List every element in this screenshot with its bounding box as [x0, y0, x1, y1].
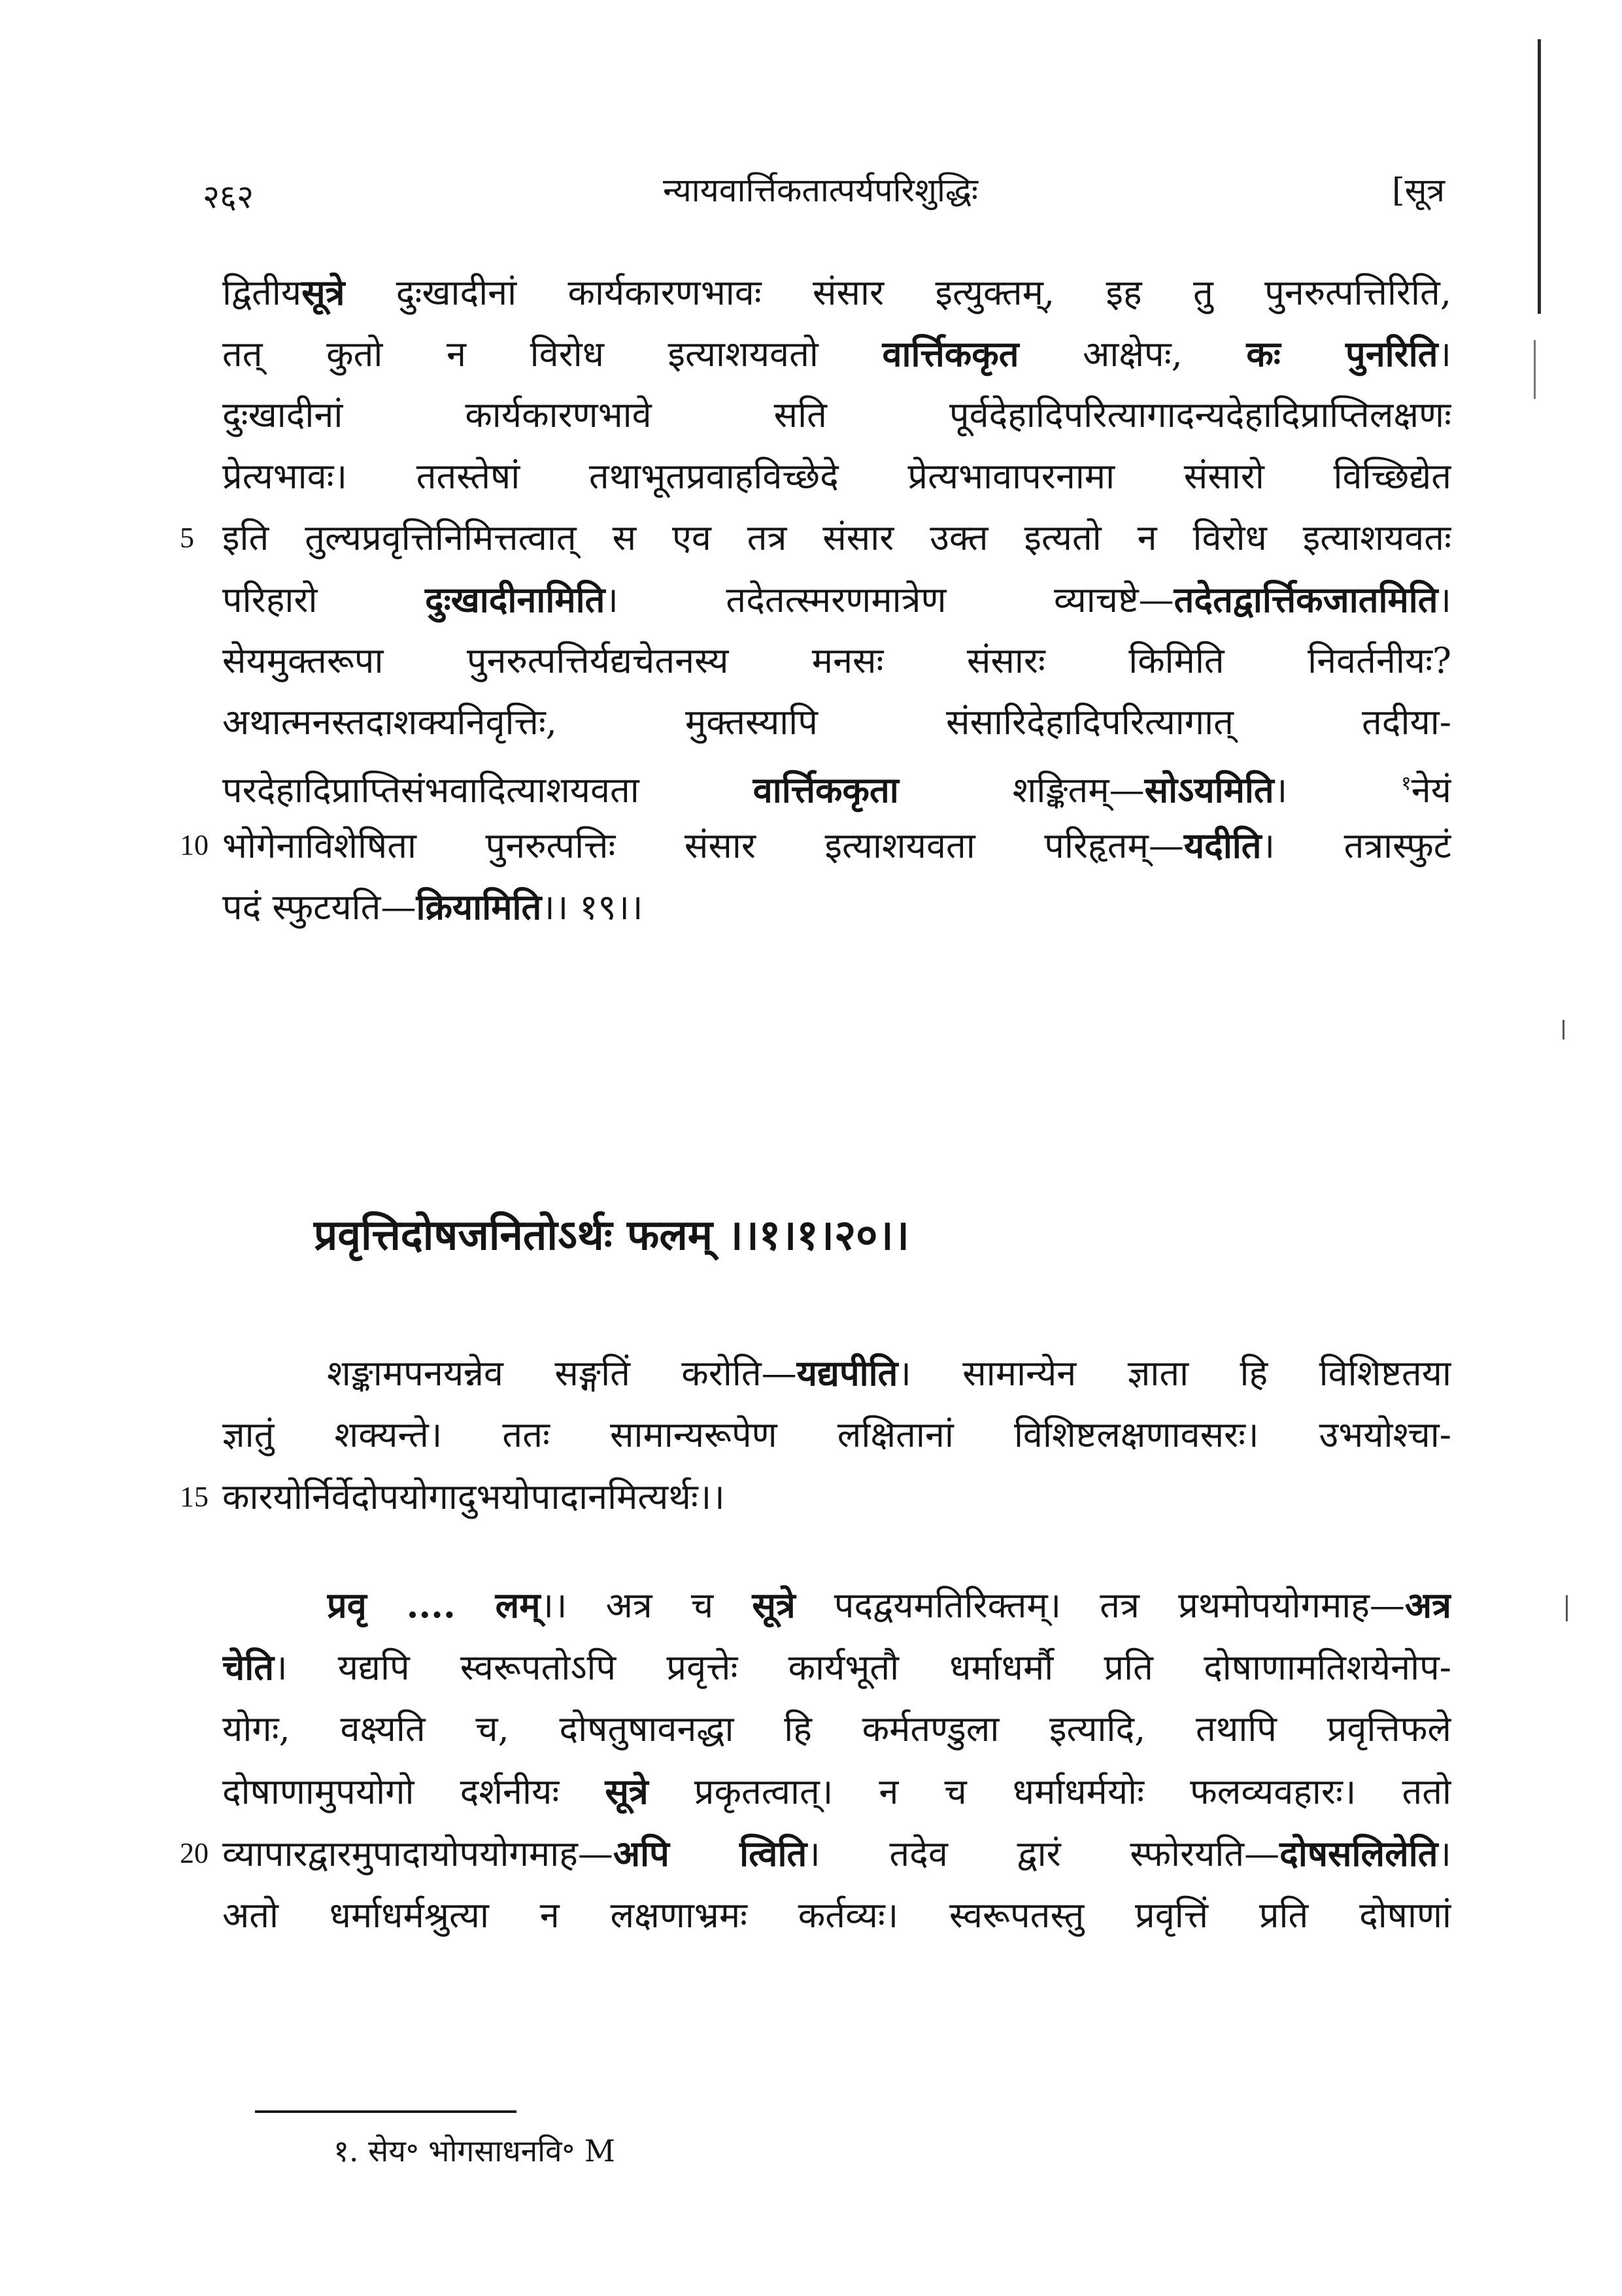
footnote-marker: १ [1401, 772, 1411, 795]
text-line: पदं स्फुटयति—क्रियामिति।। १९।। [222, 886, 643, 928]
sutra-heading: प्रवृत्तिदोषजनितोऽर्थः फलम् ।।१।१।२०।। [314, 1211, 909, 1260]
footnote-rule [255, 2110, 516, 2113]
page-number: २६२ [203, 178, 254, 216]
text-line: इति तुल्यप्रवृत्तिनिमित्तत्वात् स एव तत्र संसार उक्त इत्यतो न विरोध इत्याशयवतः [222, 517, 1451, 558]
line-number: 15 [180, 1481, 209, 1513]
running-title: न्यायवार्त्तिकतात्पर्यपरिशुद्धिः [663, 171, 978, 209]
text-line: चेति। यद्यपि स्वरूपतोऽपि प्रवृत्तेः कार्यभूतौ धर्माधर्मौ प्रति दोषाणामतिशयेनोप- [222, 1646, 1451, 1688]
text-line: योगः, वक्ष्यति च, दोषतुषावनद्धा हि कर्मतण्डुला इत्यादि, तथापि प्रवृत्तिफले [222, 1708, 1451, 1749]
line-number: 5 [180, 522, 194, 554]
text-line: अतो धर्माधर्मश्रुत्या न लक्षणाभ्रमः कर्तव्यः। स्वरूपतस्तु प्रवृत्तिं प्रति दोषाणां [222, 1895, 1451, 1936]
text-line: दुःखादीनां कार्यकारणभावे सति पूर्वदेहादिपरित्यागादन्यदेहादिप्राप्तिलक्षणः [222, 394, 1451, 435]
scan-edge-mark [1538, 39, 1541, 314]
text-line: द्वितीयसूत्रे दुःखादीनां कार्यकारणभावः संसार इत्युक्तम्, इह तु पुनरुत्पत्तिरिति, [222, 271, 1451, 313]
page-header [196, 167, 1445, 226]
text-line: दोषाणामुपयोगो दर्शनीयः सूत्रे प्रकृतत्वात्। न च धर्माधर्मयोः फलव्यवहारः। ततो [222, 1770, 1451, 1812]
scan-edge-mark [1566, 1595, 1568, 1621]
text-line: सेयमुक्तरूपा पुनरुत्पत्तिर्यद्यचेतनस्य मनसः संसारः किमिति निवर्तनीयः? [222, 640, 1451, 681]
line-number: 10 [180, 829, 209, 861]
section-label: [सूत्र [1392, 171, 1445, 209]
text-line: कारयोर्निर्वेदोपयोगादुभयोपादानमित्यर्थः।। [222, 1476, 725, 1517]
text-line: प्रेत्यभावः। ततस्तेषां तथाभूतप्रवाहविच्छेदे प्रेत्यभावापरनामा संसारो विच्छिद्येत [222, 456, 1451, 497]
text-line: तत् कुतो न विरोध इत्याशयवतो वार्त्तिककृत आक्षेपः, कः पुनरिति। [222, 333, 1451, 375]
text-line: परदेहादिप्राप्तिसंभवादित्याशयवता वार्त्तिककृता शङ्कितम्—सोऽयमिति। $^१$नेयं [222, 769, 1451, 811]
scan-edge-mark [1534, 340, 1536, 399]
text-line: व्यापारद्वारमुपादायोपयोगमाह—अपि त्विति। तदेव द्वारं स्फोरयति—दोषसलिलेति। [222, 1832, 1451, 1874]
text-line: ज्ञातुं शक्यन्ते। ततः सामान्यरूपेण लक्षितानां विशिष्टलक्षणावसरः। उभयोश्चा- [222, 1414, 1451, 1455]
text-line: प्रवृ .... लम्।। अत्र च सूत्रे पदद्वयमतिरिक्तम्। तत्र प्रथमोपयोगमाह—अत्र [327, 1584, 1451, 1626]
footnote: १. सेय॰ भोगसाधनवि॰ M [333, 2133, 615, 2169]
text-line: अथात्मनस्तदाशक्यनिवृत्तिः, मुक्तस्यापि संसारिदेहादिपरित्यागात् तदीया- [222, 701, 1451, 743]
line-number: 20 [180, 1837, 209, 1869]
text-line: शङ्कामपनयन्नेव सङ्गतिं करोति—यद्यपीति। सामान्येन ज्ञाता हि विशिष्टतया [327, 1352, 1451, 1394]
scan-edge-mark [1563, 1020, 1564, 1039]
text-line: भोगेनाविशेषिता पुनरुत्पत्तिः संसार इत्याशयवता परिहृतम्—यदीति। तत्रास्फुटं [222, 824, 1451, 866]
text-line: परिहारो दुःखादीनामिति। तदेतत्स्मरणमात्रेण व्याचष्टे—तदेतद्वार्त्तिकजातमिति। [222, 579, 1451, 620]
